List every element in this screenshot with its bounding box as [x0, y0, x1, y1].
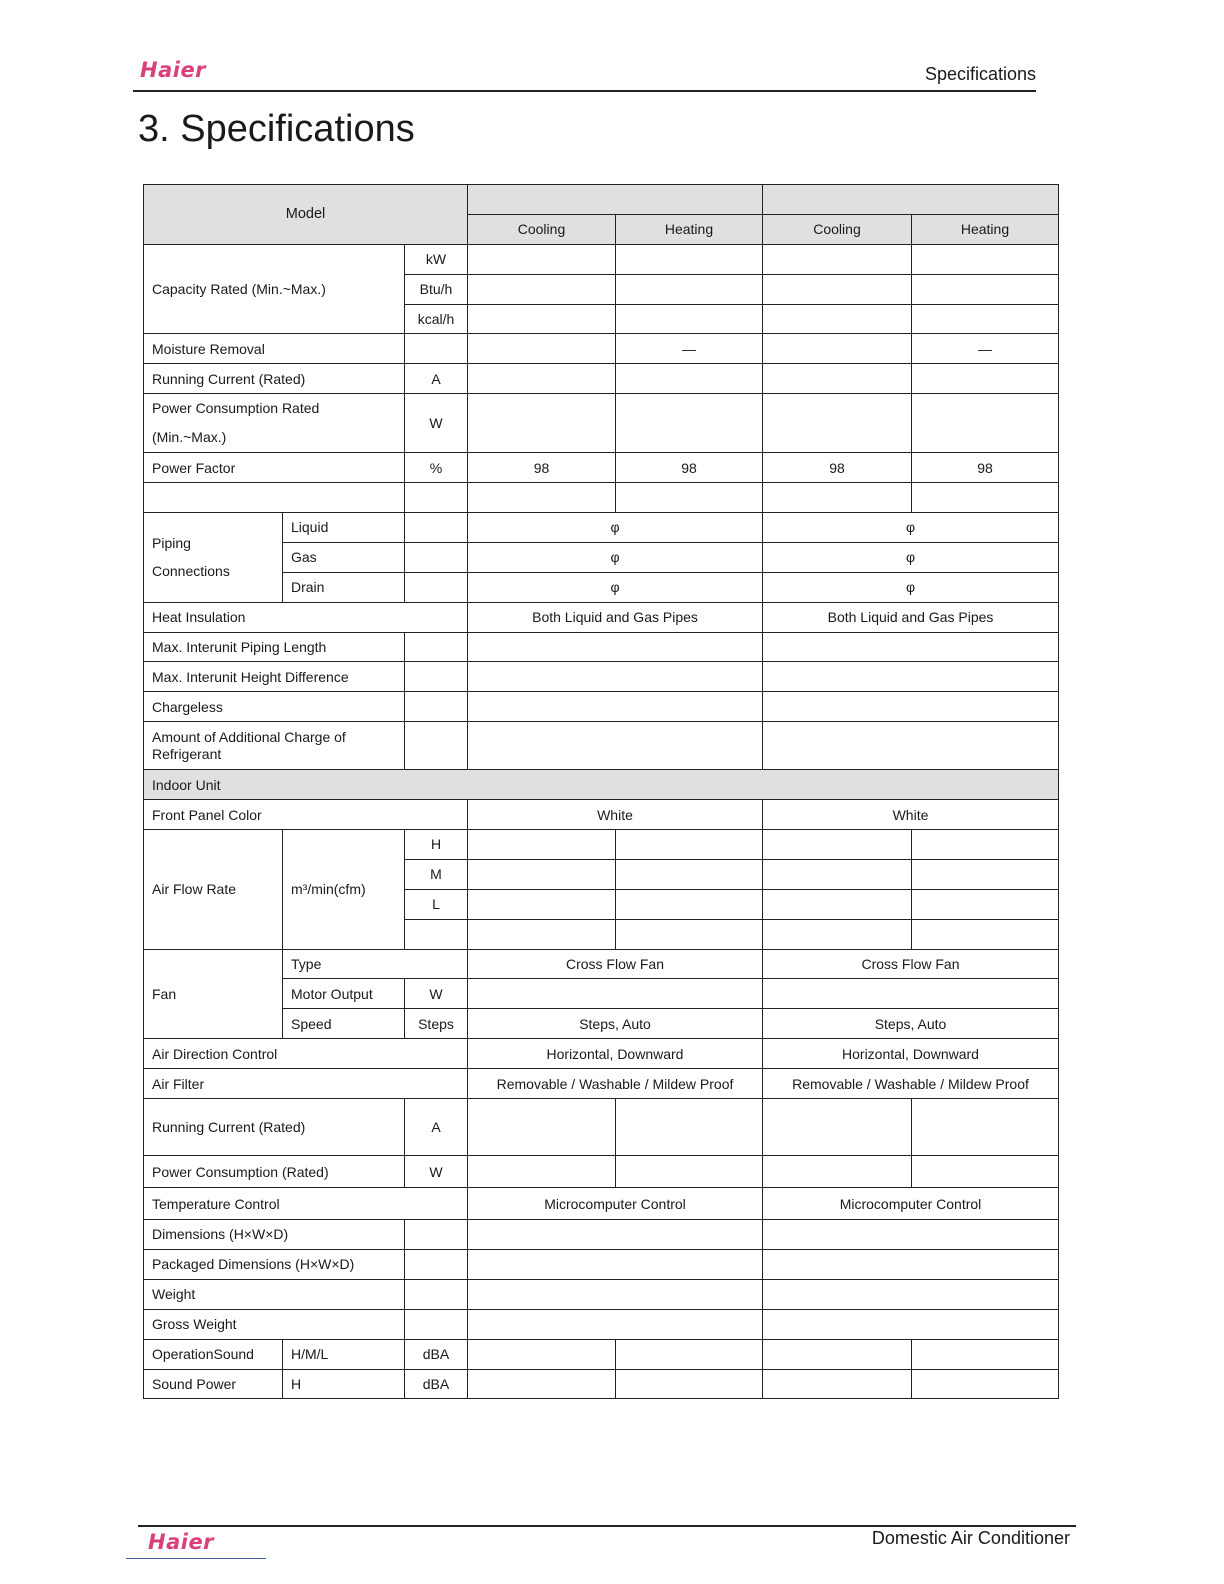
value-cell: Horizontal, Downward	[468, 1039, 763, 1069]
value-cell	[616, 1156, 763, 1188]
footer-product-name: Domestic Air Conditioner	[871, 1528, 1070, 1548]
value-cell	[468, 1156, 616, 1188]
value-cell	[912, 244, 1059, 274]
temperature-control-label: Temperature Control	[144, 1188, 468, 1220]
power-consumption-rated-label	[144, 394, 405, 453]
sound-level-cell: H/M/L	[283, 1339, 405, 1369]
table-row	[144, 632, 1059, 662]
fan-type-label: Type	[283, 949, 468, 979]
footer-logo: Haier	[148, 1530, 215, 1554]
value-cell: Cross Flow Fan	[763, 949, 1059, 979]
value-cell	[468, 692, 763, 722]
value-cell	[468, 1279, 763, 1309]
table-row	[144, 364, 1059, 394]
value-cell	[468, 1249, 763, 1279]
value-cell	[468, 889, 616, 919]
value-cell: Steps, Auto	[763, 1009, 1059, 1039]
value-cell	[616, 889, 763, 919]
value-cell	[763, 304, 912, 334]
footer-divider	[138, 1525, 1076, 1527]
model-name-1	[468, 185, 763, 215]
air-flow-unit: m³/min(cfm)	[283, 830, 405, 950]
capacity-label: Capacity Rated (Min.~Max.)	[144, 244, 405, 334]
value-cell	[616, 1339, 763, 1369]
mode-header: Heating	[912, 214, 1059, 244]
value-cell: Cross Flow Fan	[468, 949, 763, 979]
unit-cell: Btu/h	[405, 274, 468, 304]
unit-cell: kW	[405, 244, 468, 274]
unit-cell: A	[405, 364, 468, 394]
unit-cell: A	[405, 1099, 468, 1156]
value-cell	[763, 662, 1059, 692]
value-cell: —	[912, 334, 1059, 364]
air-flow-rate-label: Air Flow Rate	[144, 830, 283, 950]
table-row	[144, 830, 1059, 860]
value-cell	[763, 859, 912, 889]
value-cell	[616, 1369, 763, 1399]
label-line: Piping	[152, 535, 191, 552]
sound-power-label: Sound Power	[144, 1369, 283, 1399]
value-cell	[468, 722, 763, 770]
unit-cell	[405, 1279, 468, 1309]
mode-header: Heating	[616, 214, 763, 244]
unit-cell	[405, 662, 468, 692]
table-row	[144, 483, 1059, 513]
value-cell	[912, 919, 1059, 949]
unit-cell	[405, 1309, 468, 1339]
moisture-removal-label: Moisture Removal	[144, 334, 405, 364]
table-row	[144, 334, 1059, 364]
max-height-difference-label: Max. Interunit Height Difference	[144, 662, 405, 692]
value-cell	[763, 483, 912, 513]
value-cell: 98	[616, 453, 763, 483]
value-cell	[763, 364, 912, 394]
piping-part-label: Gas	[283, 542, 405, 572]
value-cell: 98	[763, 453, 912, 483]
value-cell	[763, 1249, 1059, 1279]
table-row	[144, 394, 1059, 453]
value-cell: 98	[468, 453, 616, 483]
value-cell	[763, 1309, 1059, 1339]
value-cell	[763, 632, 1059, 662]
table-row	[144, 949, 1059, 979]
value-cell	[912, 304, 1059, 334]
value-cell	[763, 979, 1059, 1009]
value-cell	[912, 1156, 1059, 1188]
page-title: 3. Specifications	[138, 108, 415, 150]
speed-label: Speed	[283, 1009, 405, 1039]
additional-charge-label: Amount of Additional Charge of Refrigerant	[144, 722, 405, 770]
value-cell	[912, 1369, 1059, 1399]
value-cell	[468, 1309, 763, 1339]
unit-cell: dBA	[405, 1369, 468, 1399]
table-row	[144, 1249, 1059, 1279]
value-cell	[616, 304, 763, 334]
unit-cell	[405, 483, 468, 513]
value-cell	[468, 334, 616, 364]
unit-cell	[405, 632, 468, 662]
value-cell	[912, 1099, 1059, 1156]
power-factor-label: Power Factor	[144, 453, 405, 483]
gross-weight-label: Gross Weight	[144, 1309, 405, 1339]
value-cell: Horizontal, Downward	[763, 1039, 1059, 1069]
value-cell	[912, 889, 1059, 919]
value-cell	[616, 274, 763, 304]
value-cell	[616, 483, 763, 513]
label-line: Power Consumption Rated	[152, 400, 320, 417]
value-cell	[468, 1339, 616, 1369]
table-row	[144, 692, 1059, 722]
unit-cell: dBA	[405, 1339, 468, 1369]
label-cell	[144, 483, 405, 513]
value-cell	[468, 394, 616, 453]
value-cell: Both Liquid and Gas Pipes	[763, 602, 1059, 632]
table-row	[144, 1099, 1059, 1156]
value-cell	[468, 1220, 763, 1250]
operation-sound-label: OperationSound	[144, 1339, 283, 1369]
value-cell	[912, 274, 1059, 304]
unit-cell: %	[405, 453, 468, 483]
unit-cell	[405, 919, 468, 949]
value-cell: —	[616, 334, 763, 364]
table-row	[144, 662, 1059, 692]
indoor-running-current-label: Running Current (Rated)	[144, 1099, 405, 1156]
mode-header: Cooling	[763, 214, 912, 244]
unit-cell	[405, 722, 468, 770]
unit-cell	[405, 1249, 468, 1279]
value-cell: Microcomputer Control	[763, 1188, 1059, 1220]
value-cell: φ	[468, 513, 763, 543]
unit-cell	[405, 513, 468, 543]
label-line: Connections	[152, 563, 230, 580]
value-cell: Removable / Washable / Mildew Proof	[468, 1069, 763, 1099]
mode-header: Cooling	[468, 214, 616, 244]
specifications-table	[143, 184, 1059, 1399]
value-cell	[616, 830, 763, 860]
unit-cell: W	[405, 394, 468, 453]
value-cell	[468, 304, 616, 334]
value-cell	[912, 1339, 1059, 1369]
value-cell	[763, 1279, 1059, 1309]
value-cell: φ	[763, 513, 1059, 543]
value-cell	[468, 1099, 616, 1156]
piping-part-label: Drain	[283, 572, 405, 602]
value-cell	[763, 692, 1059, 722]
value-cell	[912, 364, 1059, 394]
value-cell: φ	[468, 572, 763, 602]
value-cell	[763, 394, 912, 453]
value-cell	[763, 274, 912, 304]
model-header: Model	[144, 185, 468, 245]
value-cell	[763, 1156, 912, 1188]
table-row	[144, 1069, 1059, 1099]
piping-part-label: Liquid	[283, 513, 405, 543]
unit-cell: Steps	[405, 1009, 468, 1039]
value-cell	[616, 919, 763, 949]
dimensions-label: Dimensions (H×W×D)	[144, 1220, 405, 1250]
value-cell	[468, 979, 763, 1009]
chargeless-label: Chargeless	[144, 692, 405, 722]
indoor-unit-section-header: Indoor Unit	[144, 770, 1059, 800]
table-row	[144, 602, 1059, 632]
value-cell	[616, 1099, 763, 1156]
weight-label: Weight	[144, 1279, 405, 1309]
unit-cell: M	[405, 859, 468, 889]
table-row	[144, 770, 1059, 800]
value-cell: Microcomputer Control	[468, 1188, 763, 1220]
header-logo: Haier	[140, 58, 207, 82]
table-row	[144, 722, 1059, 770]
piping-connections-label	[144, 513, 283, 603]
value-cell: φ	[763, 572, 1059, 602]
unit-cell	[405, 1220, 468, 1250]
motor-output-label: Motor Output	[283, 979, 405, 1009]
value-cell	[468, 830, 616, 860]
model-name-2	[763, 185, 1059, 215]
value-cell: Both Liquid and Gas Pipes	[468, 602, 763, 632]
value-cell	[912, 830, 1059, 860]
power-consumption-label: Power Consumption (Rated)	[144, 1156, 405, 1188]
value-cell	[763, 1369, 912, 1399]
fan-label: Fan	[144, 949, 283, 1039]
unit-cell	[405, 692, 468, 722]
running-current-label: Running Current (Rated)	[144, 364, 405, 394]
unit-cell: W	[405, 1156, 468, 1188]
max-piping-length-label: Max. Interunit Piping Length	[144, 632, 405, 662]
table-row	[144, 800, 1059, 830]
value-cell	[763, 722, 1059, 770]
value-cell	[763, 830, 912, 860]
unit-cell	[405, 334, 468, 364]
table-row	[144, 1156, 1059, 1188]
unit-cell: L	[405, 889, 468, 919]
value-cell	[468, 244, 616, 274]
value-cell	[763, 919, 912, 949]
value-cell	[763, 889, 912, 919]
value-cell	[468, 919, 616, 949]
unit-cell: H	[405, 830, 468, 860]
value-cell	[616, 244, 763, 274]
value-cell	[468, 1369, 616, 1399]
packaged-dimensions-label: Packaged Dimensions (H×W×D)	[144, 1249, 405, 1279]
table-row	[144, 185, 1059, 215]
footer-logo-underline	[126, 1558, 266, 1559]
value-cell: Steps, Auto	[468, 1009, 763, 1039]
value-cell	[616, 394, 763, 453]
header-divider	[133, 90, 1036, 92]
header-section-title: Specifications	[924, 64, 1036, 84]
table-row	[144, 1369, 1059, 1399]
sound-level-cell: H	[283, 1369, 405, 1399]
table-row	[144, 513, 1059, 543]
value-cell: White	[763, 800, 1059, 830]
value-cell	[616, 859, 763, 889]
value-cell: φ	[763, 542, 1059, 572]
table-row	[144, 1220, 1059, 1250]
value-cell	[468, 662, 763, 692]
value-cell	[912, 394, 1059, 453]
value-cell: Removable / Washable / Mildew Proof	[763, 1069, 1059, 1099]
unit-cell: kcal/h	[405, 304, 468, 334]
unit-cell	[405, 542, 468, 572]
table-row	[144, 1309, 1059, 1339]
value-cell	[763, 1220, 1059, 1250]
air-direction-control-label: Air Direction Control	[144, 1039, 468, 1069]
front-panel-color-label: Front Panel Color	[144, 800, 468, 830]
value-cell	[468, 364, 616, 394]
value-cell	[763, 244, 912, 274]
value-cell	[468, 859, 616, 889]
unit-cell	[405, 572, 468, 602]
table-row	[144, 1339, 1059, 1369]
value-cell: φ	[468, 542, 763, 572]
value-cell	[468, 274, 616, 304]
unit-cell: W	[405, 979, 468, 1009]
heat-insulation-label: Heat Insulation	[144, 602, 468, 632]
table-row	[144, 453, 1059, 483]
value-cell	[763, 1339, 912, 1369]
table-row	[144, 1188, 1059, 1220]
label-line: (Min.~Max.)	[152, 429, 227, 446]
value-cell	[912, 859, 1059, 889]
value-cell	[616, 364, 763, 394]
value-cell	[763, 334, 912, 364]
value-cell	[468, 483, 616, 513]
value-cell	[763, 1099, 912, 1156]
value-cell	[912, 483, 1059, 513]
value-cell: 98	[912, 453, 1059, 483]
table-row	[144, 1039, 1059, 1069]
table-row	[144, 1279, 1059, 1309]
value-cell: White	[468, 800, 763, 830]
value-cell	[468, 632, 763, 662]
table-row	[144, 244, 1059, 274]
air-filter-label: Air Filter	[144, 1069, 468, 1099]
